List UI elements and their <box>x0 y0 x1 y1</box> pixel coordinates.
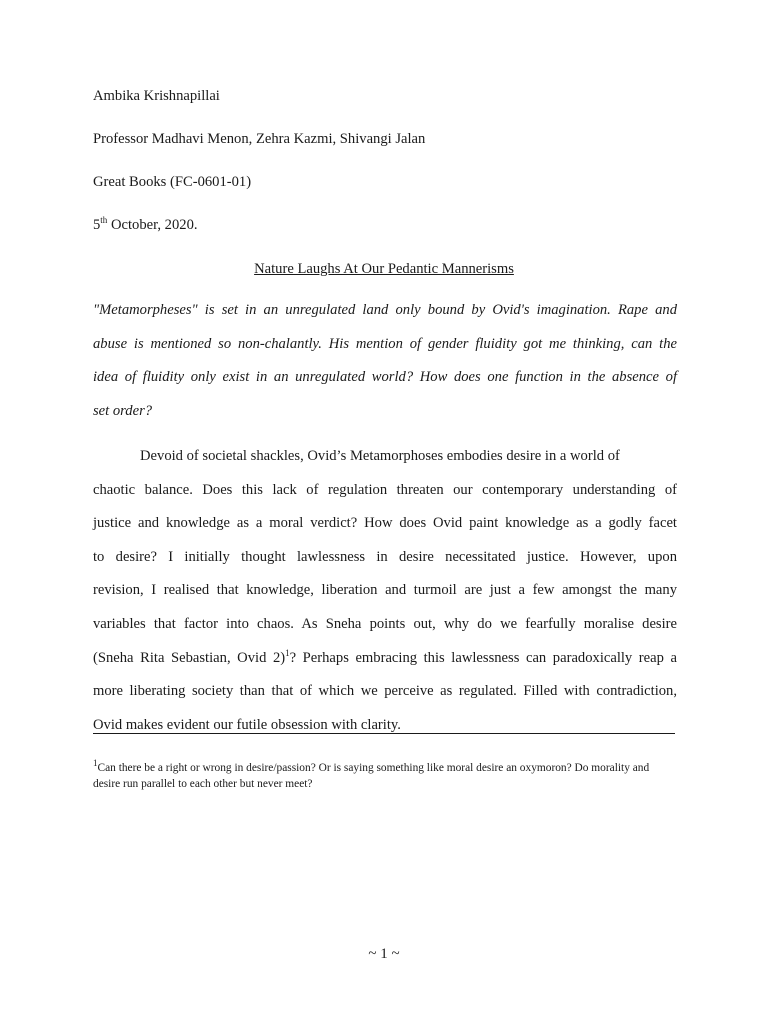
date-ordinal-suffix: th <box>100 215 108 226</box>
body-paragraph <box>93 440 677 742</box>
epigraph-line: idea of fluidity only exist in an unregulated world? How does one function in the absence of <box>93 369 677 386</box>
epigraph-line: set order? <box>93 402 153 419</box>
body-line: chaotic balance. Does this lack of regulation threaten our contemporary understanding of <box>93 481 677 498</box>
body-line-with-citation <box>93 642 677 676</box>
body-line: to desire? I initially thought lawlessness in desire necessitated justice. However, upon <box>93 548 677 565</box>
body-line: more liberating society than that of which we perceive as regulated. Filled with contradiction, <box>93 683 677 700</box>
professors-line: Professor Madhavi Menon, Zehra Kazmi, Shivangi Jalan <box>93 131 426 147</box>
citation: (Sneha Rita Sebastian, Ovid 2) <box>93 649 286 666</box>
epigraph-line: abuse is mentioned so non-chalantly. His mention of gender fluidity got me thinking, can the <box>93 335 677 352</box>
essay-title: Nature Laughs At Our Pedantic Mannerisms <box>254 261 514 277</box>
date-day: 5 <box>93 217 101 233</box>
body-line: Ovid makes evident our futile obsession with clarity. <box>93 716 401 733</box>
epigraph-paragraph <box>93 294 677 428</box>
footnote-text: Can there be a right or wrong in desire/passion? Or is saying something like moral desire an oxymoron? Do morality and desire run parallel to each other but never meet? <box>93 762 650 790</box>
body-line: justice and knowledge as a moral verdict? How does Ovid paint knowledge as a godly facet <box>93 515 677 532</box>
footnote <box>93 760 677 792</box>
footnote-separator <box>93 733 675 734</box>
body-line: variables that factor into chaos. As Sneha points out, why do we fearfully moralise desire <box>93 615 677 632</box>
epigraph-line: "Metamorpheses" is set in an unregulated land only bound by Ovid's imagination. Rape and <box>93 302 677 318</box>
body-line: Devoid of societal shackles, Ovid’s Metamorphoses embodies desire in a world of <box>140 448 620 464</box>
footnote-marker: 1 <box>93 758 98 769</box>
page-number: ~ 1 ~ <box>368 946 400 962</box>
footnote-reference[interactable]: 1 <box>285 647 290 658</box>
date-month-year: October, 2020. <box>107 217 198 233</box>
body-text: ? Perhaps embracing this lawlessness can paradoxically reap a <box>289 649 677 666</box>
course-line: Great Books (FC-0601-01) <box>93 174 252 190</box>
body-line: revision, I realised that knowledge, liberation and turmoil are just a few amongst the many <box>93 582 677 599</box>
date-line <box>93 217 198 234</box>
author-name: Ambika Krishnapillai <box>93 88 220 104</box>
